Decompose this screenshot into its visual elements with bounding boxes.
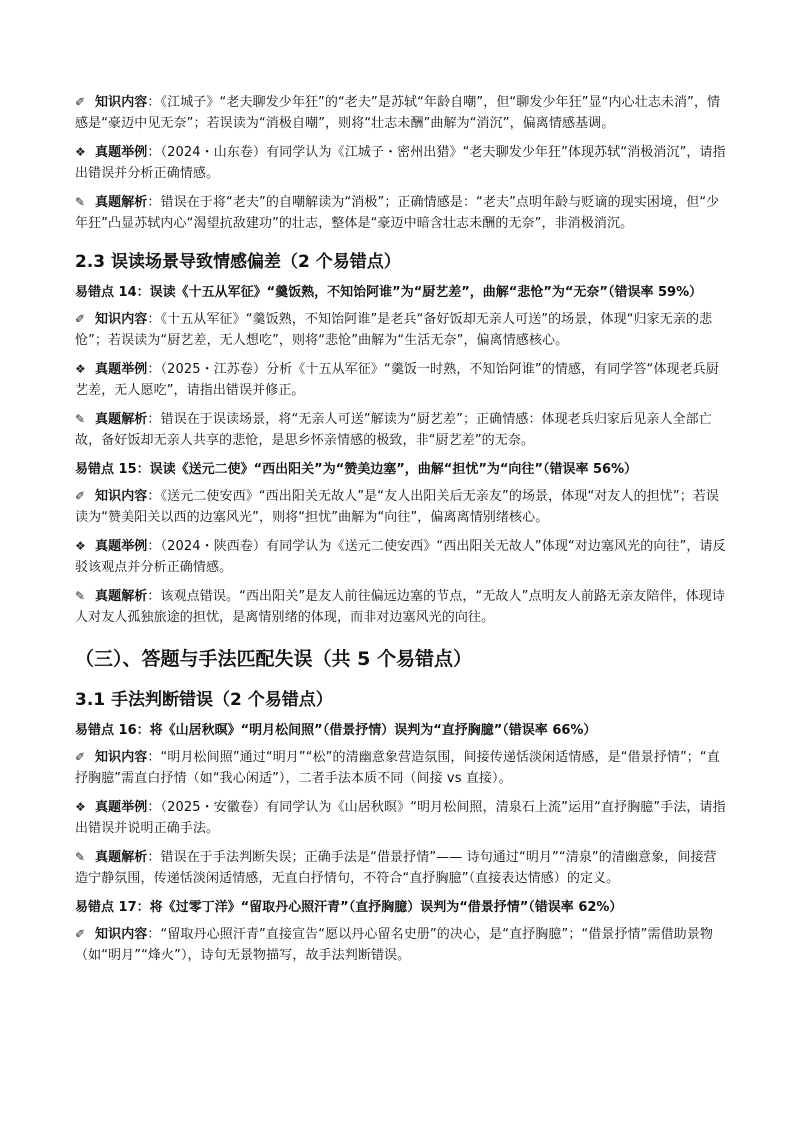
diamond-icon: ❖ bbox=[75, 800, 86, 814]
diamond-icon: ❖ bbox=[75, 362, 86, 376]
paragraph-label: 真题解析 bbox=[95, 412, 148, 427]
document-page bbox=[75, 92, 727, 974]
paragraph-text: ：错误在于将“老夫”的自嘲解读为“消极”；正确情感是：“老夫”点明年龄与贬谪的现实困境，但“少年狂”凸显苏轼内心“渴望抗敌建功”的壮志，整体是“豪迈中暗含壮志未酬的无奈”，非消极消沉。 bbox=[75, 195, 720, 231]
paragraph bbox=[75, 309, 727, 351]
pencil-icon: ✐ bbox=[75, 927, 86, 941]
paragraph-text: ：“留取丹心照汗青”直接宣告“愿以丹心留名史册”的决心，是“直抒胸臆”；“借景抒情”需借助景物（如“明月”“烽火”），诗句无景物描写，故手法判断错误。 bbox=[75, 927, 713, 963]
paragraph-text: ：（2025・安徽卷）有同学认为《山居秋暝》“明月松间照，清泉石上流”运用“直抒胸臆”手法，请指出错误并说明正确手法。 bbox=[75, 800, 726, 836]
paragraph bbox=[75, 586, 727, 628]
paragraph bbox=[75, 536, 727, 578]
section-heading: （三）、答题与手法匹配失误（共 5 个易错点） bbox=[75, 648, 472, 670]
error-point-title: 易错点 14：误读《十五从军征》“羹饭熟，不知饴阿谁”为“厨艺差”，曲解“悲怆”为“无奈”（错误率 59%） bbox=[75, 285, 703, 300]
paragraph-label: 真题举例 bbox=[95, 539, 148, 554]
subsection-heading: 3.1 手法判断错误（2 个易错点） bbox=[75, 690, 333, 710]
paragraph-label: 知识内容 bbox=[95, 312, 148, 327]
paragraph bbox=[75, 486, 727, 528]
paragraph bbox=[75, 192, 727, 234]
paragraph-label: 知识内容 bbox=[95, 489, 148, 504]
paragraph-label: 真题举例 bbox=[95, 800, 148, 815]
paragraph bbox=[75, 409, 727, 451]
paragraph-label: 知识内容 bbox=[95, 750, 148, 765]
paragraph bbox=[75, 924, 727, 966]
paragraph-label: 真题举例 bbox=[95, 145, 148, 160]
paragraph bbox=[75, 747, 727, 789]
paragraph bbox=[75, 847, 727, 889]
paragraph-text: ：《江城子》“老夫聊发少年狂”的“老夫”是苏轼“年龄自嘲”，但“聊发少年狂”显“内心壮志未消”，情感是“豪迈中见无奈”；若误读为“消极自嘲”，则将“壮志未酬”曲解为“消沉”，偏离情感基调。 bbox=[75, 95, 721, 131]
pen-icon: ✎ bbox=[75, 412, 86, 426]
paragraph bbox=[75, 359, 727, 401]
paragraph-text: ：《送元二使安西》“西出阳关无故人”是“友人出阳关后无亲友”的场景，体现“对友人的担忧”；若误读为“赞美阳关以西的边塞风光”，则将“担忧”曲解为“向往”，偏离离情别绪核心。 bbox=[75, 489, 720, 525]
paragraph bbox=[75, 142, 727, 184]
paragraph-text: ：（2024・陕西卷）有同学认为《送元二使安西》“西出阳关无故人”体现“对边塞风光的向往”，请反驳该观点并分析正确情感。 bbox=[75, 539, 726, 575]
pencil-icon: ✐ bbox=[75, 489, 86, 503]
diamond-icon: ❖ bbox=[75, 539, 86, 553]
pencil-icon: ✐ bbox=[75, 95, 86, 109]
paragraph-label: 真题解析 bbox=[95, 589, 148, 604]
diamond-icon: ❖ bbox=[75, 145, 86, 159]
paragraph-text: ：《十五从军征》“羹饭熟，不知饴阿谁”是老兵“备好饭却无亲人可送”的场景，体现“归家无亲的悲怆”；若误读为“厨艺差，无人想吃”，则将“悲怆”曲解为“生活无奈”，偏离情感核心。 bbox=[75, 312, 713, 348]
paragraph-label: 知识内容 bbox=[95, 927, 148, 942]
paragraph bbox=[75, 797, 727, 839]
paragraph-label: 知识内容 bbox=[95, 95, 148, 110]
error-point-title: 易错点 16：将《山居秋暝》“明月松间照”（借景抒情）误判为“直抒胸臆”（错误率 66%） bbox=[75, 723, 597, 738]
paragraph-text: ：（2024・山东卷）有同学认为《江城子・密州出猎》“老夫聊发少年狂”体现苏轼“消极消沉”，请指出错误并分析正确情感。 bbox=[75, 145, 726, 181]
paragraph-text: ：（2025・江苏卷）分析《十五从军征》“羹饭一时熟，不知饴阿谁”的情感，有同学答“体现老兵厨艺差，无人愿吃”，请指出错误并修正。 bbox=[75, 362, 719, 398]
paragraph-text: ：该观点错误。“西出阳关”是友人前往偏远边塞的节点，“无故人”点明友人前路无亲友陪伴，体现诗人对友人孤独旅途的担忧，是离情别绪的体现，而非对边塞风光的向往。 bbox=[75, 589, 725, 625]
pen-icon: ✎ bbox=[75, 850, 86, 864]
paragraph-label: 真题举例 bbox=[95, 362, 148, 377]
subsection-heading: 2.3 误读场景导致情感偏差（2 个易错点） bbox=[75, 252, 401, 272]
paragraph-text: ：错误在于手法判断失误；正确手法是“借景抒情”—— 诗句通过“明月”“清泉”的清幽意象，间接营造宁静氛围，传递恬淡闲适情感，无直白抒情句，不符合“直抒胸臆”（直接表达情感）的定义。 bbox=[75, 850, 717, 886]
paragraph-label: 真题解析 bbox=[95, 195, 148, 210]
error-point-title: 易错点 17：将《过零丁洋》“留取丹心照汗青”（直抒胸臆）误判为“借景抒情”（错误率 62%） bbox=[75, 900, 623, 915]
error-point-title: 易错点 15：误读《送元二使》“西出阳关”为“赞美边塞”，曲解“担忧”为“向往”（错误率 56%） bbox=[75, 462, 638, 477]
paragraph-text: ：“明月松间照”通过“明月”“松”的清幽意象营造氛围，间接传递恬淡闲适情感，是“借景抒情”；“直抒胸臆”需直白抒情（如“我心闲适”），二者手法本质不同（间接 vs 直接）。 bbox=[75, 750, 720, 786]
pencil-icon: ✐ bbox=[75, 312, 86, 326]
paragraph-label: 真题解析 bbox=[95, 850, 148, 865]
pen-icon: ✎ bbox=[75, 589, 86, 603]
paragraph-text: ：错误在于误读场景，将“无亲人可送”解读为“厨艺差”；正确情感：体现老兵归家后见亲人全部亡故，备好饭却无亲人共享的悲怆，是思乡怀亲情感的极致，非“厨艺差”的无奈。 bbox=[75, 412, 712, 448]
pen-icon: ✎ bbox=[75, 195, 86, 209]
pencil-icon: ✐ bbox=[75, 750, 86, 764]
paragraph bbox=[75, 92, 727, 134]
